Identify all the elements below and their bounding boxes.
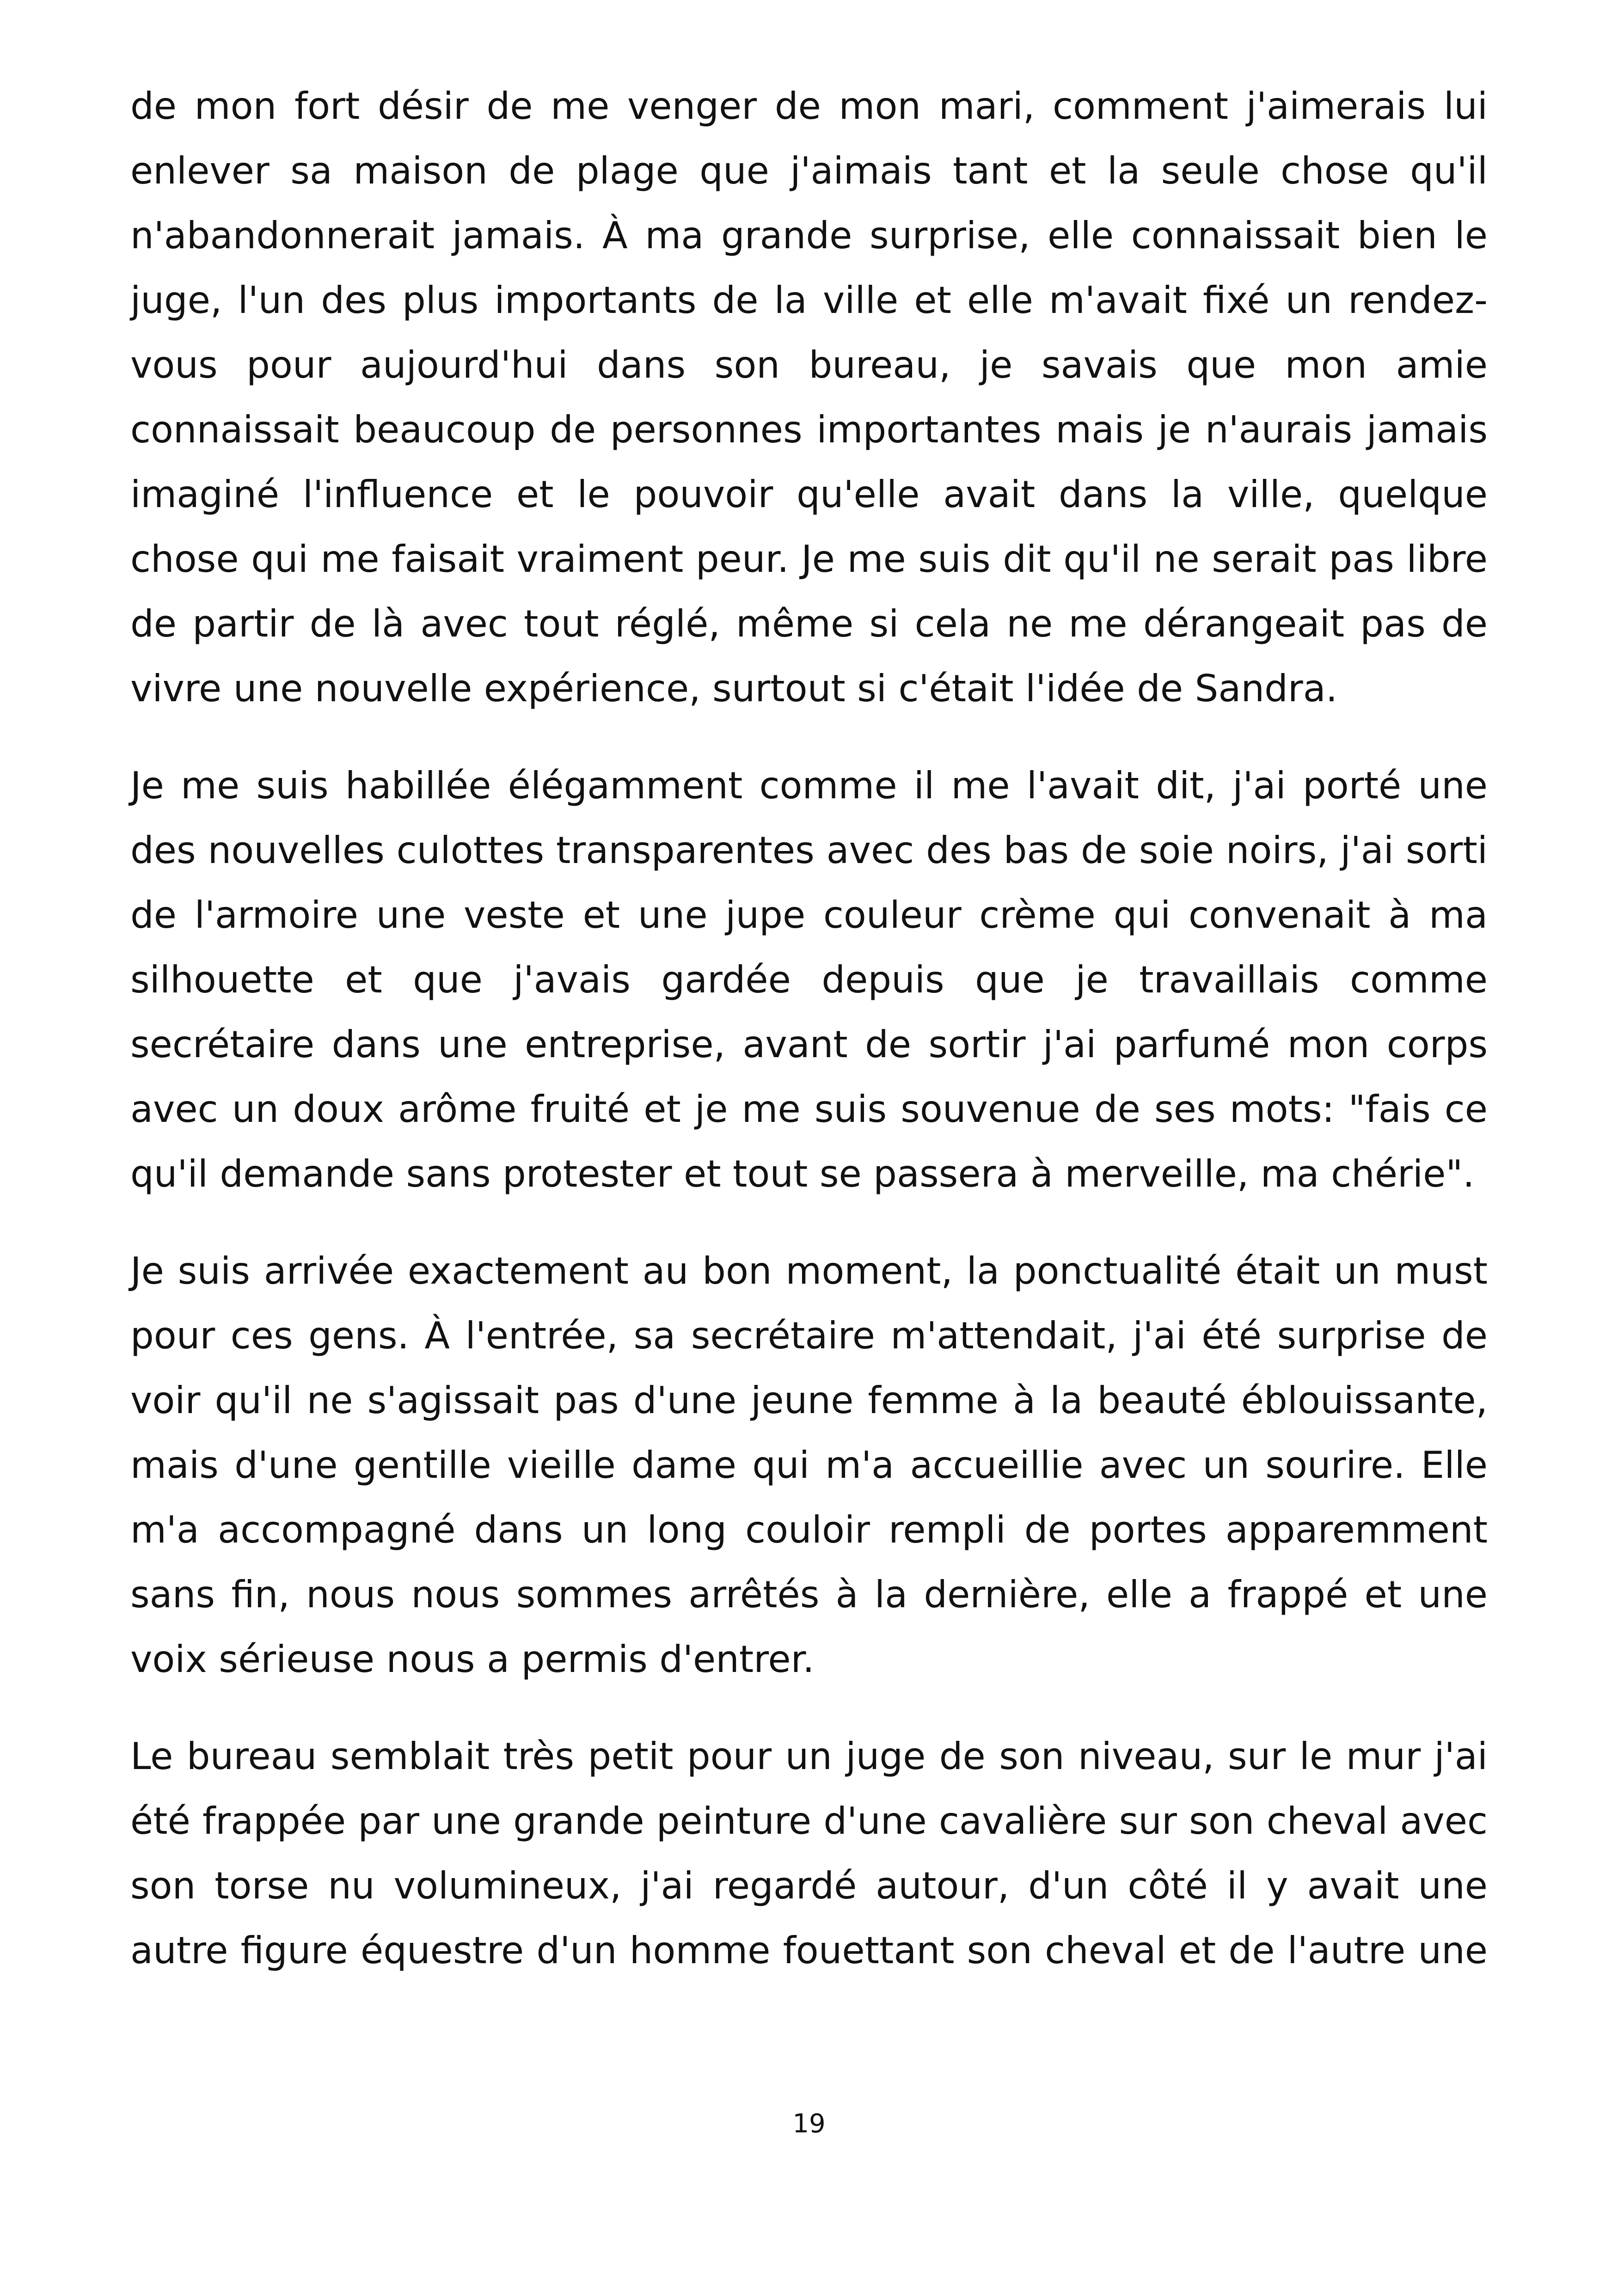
- paragraph-3: Je suis arrivée exactement au bon moment, la ponctualité était un must pour ces gens. À l'entrée, sa secrétaire m'attendait, j'ai été surprise de voir qu'il ne s'agissait pas d'une jeune femme à la beauté éblouissante, mais d'une gentille vieille dame qui m'a accueillie avec un sourire. Elle m'a accompagné dans un long couloir rempli de portes apparemment sans fin, nous nous sommes arrêtés à la dernière, elle a frappé et une voix sérieuse nous a permis d'entrer.: [130, 1249, 1488, 1681]
- body-text: [130, 74, 1488, 2015]
- paragraph-2: Je me suis habillée élégamment comme il me l'avait dit, j'ai porté une des nouvelles culottes transparentes avec des bas de soie noirs, j'ai sorti de l'armoire une veste et une jupe couleur crème qui convenait à ma silhouette et que j'avais gardée depuis que je travaillais comme secrétaire dans une entreprise, avant de sortir j'ai parfumé mon corps avec un doux arôme fruité et je me suis souvenue de ses mots: "fais ce qu'il demande sans protester et tout se passera à merveille, ma chérie".: [130, 764, 1488, 1195]
- page-number: 19: [792, 2109, 826, 2139]
- paragraph-1: de mon fort désir de me venger de mon mari, comment j'aimerais lui enlever sa maison de plage que j'aimais tant et la seule chose qu'il n'abandonnerait jamais. À ma grande surprise, elle connaissait bien le juge, l'un des plus importants de la ville et elle m'avait fixé un rendez-vous pour aujourd'hui dans son bureau, je savais que mon amie connaissait beaucoup de personnes importantes mais je n'aurais jamais imaginé l'influence et le pouvoir qu'elle avait dans la ville, quelque chose qui me faisait vraiment peur. Je me suis dit qu'il ne serait pas libre de partir de là avec tout réglé, même si cela ne me dérangeait pas de vivre une nouvelle expérience, surtout si c'était l'idée de Sandra.: [130, 85, 1488, 710]
- paragraph-4: Le bureau semblait très petit pour un juge de son niveau, sur le mur j'ai été frappée par une grande peinture d'une cavalière sur son cheval avec son torse nu volumineux, j'ai regardé autour, d'un côté il y avait une autre figure équestre d'un homme fouettant son cheval et de l'autre une: [130, 1735, 1488, 1972]
